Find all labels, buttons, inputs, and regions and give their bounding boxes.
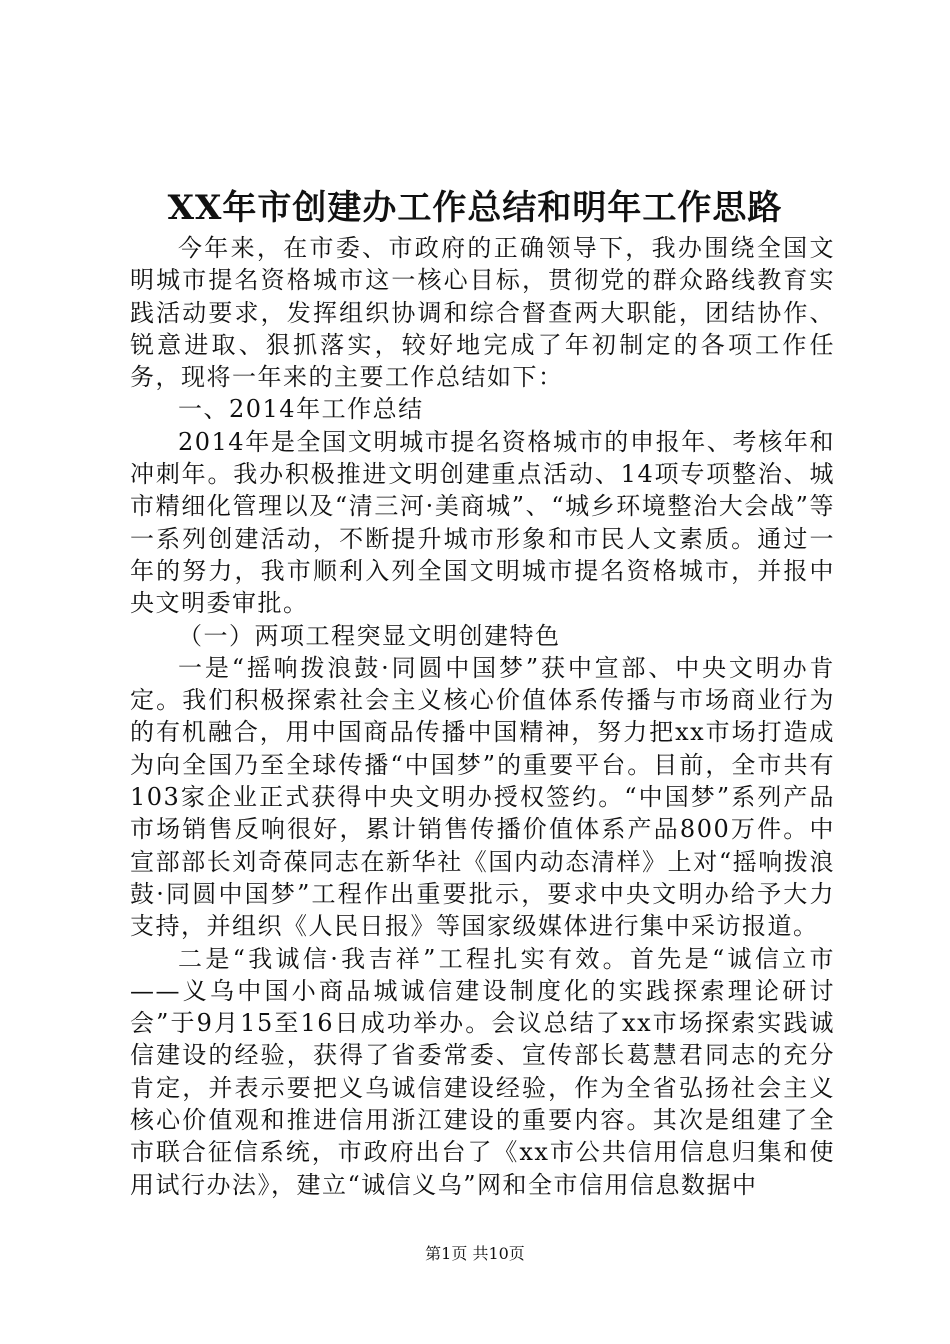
paragraph-project-two: 二是“我诚信·我吉祥”工程扎实有效。首先是“诚信立市——义乌中国小商品城诚信建设制度化的实践探索理论研讨会”于9月15至16日成功举办。会议总结了xx市场探索实践诚信建设的经验，获得了省委常委、宣传部长葛慧君同志的充分肯定，并表示要把义乌诚信建设经验，作为全省弘扬社会主义核心价值观和推进信用浙江建设的重要内容。其次是组建了全市联合征信系统，市政府出台了《xx市公共信用信息归集和使用试行办法》，建立“诚信义乌”网和全市信用信息数据中 — [130, 944, 835, 1199]
page-number-footer: 第1页 共10页 — [425, 1244, 525, 1263]
paragraph-intro: 今年来，在市委、市政府的正确领导下，我办围绕全国文明城市提名资格城市这一核心目标，贯彻党的群众路线教育实践活动要求，发挥组织协调和综合督查两大职能，团结协作、锐意进取、狠抓落实，较好地完成了年初制定的各项工作任务，现将一年来的主要工作总结如下： — [130, 234, 835, 392]
section-heading-2014-summary: 一、2014年工作总结 — [178, 395, 424, 424]
paragraph-project-one: 一是“摇响拨浪鼓·同圆中国梦”获中宣部、中央文明办肯定。我们积极探索社会主义核心价值体系传播与市场商业行为的有机融合，用中国商品传播中国精神，努力把xx市场打造成为向全国乃至全球传播“中国梦”的重要平台。目前，全市共有103家企业正式获得中央文明办授权签约。“中国梦”系列产品市场销售反响很好，累计销售传播价值体系产品800万件。中宣部部长刘奇葆同志在新华社《国内动态清样》上对“摇响拨浪鼓·同圆中国梦”工程作出重要批示，要求中央文明办给予大力支持，并组织《人民日报》等国家级媒体进行集中采访报道。 — [130, 653, 835, 941]
subsection-heading-two-projects: （一）两项工程突显文明创建特色 — [178, 621, 561, 650]
document-title: XX年市创建办工作总结和明年工作思路 — [167, 188, 783, 228]
document-body — [130, 232, 835, 1201]
paragraph-2014-overview: 2014年是全国文明城市提名资格城市的申报年、考核年和冲刺年。我办积极推进文明创建重点活动、14项专项整治、城市精细化管理以及“清三河·美商城”、“城乡环境整治大会战”等一系列创建活动，不断提升城市形象和市民人文素质。通过一年的努力，我市顺利入列全国文明城市提名资格城市，并报中央文明委审批。 — [130, 427, 835, 618]
